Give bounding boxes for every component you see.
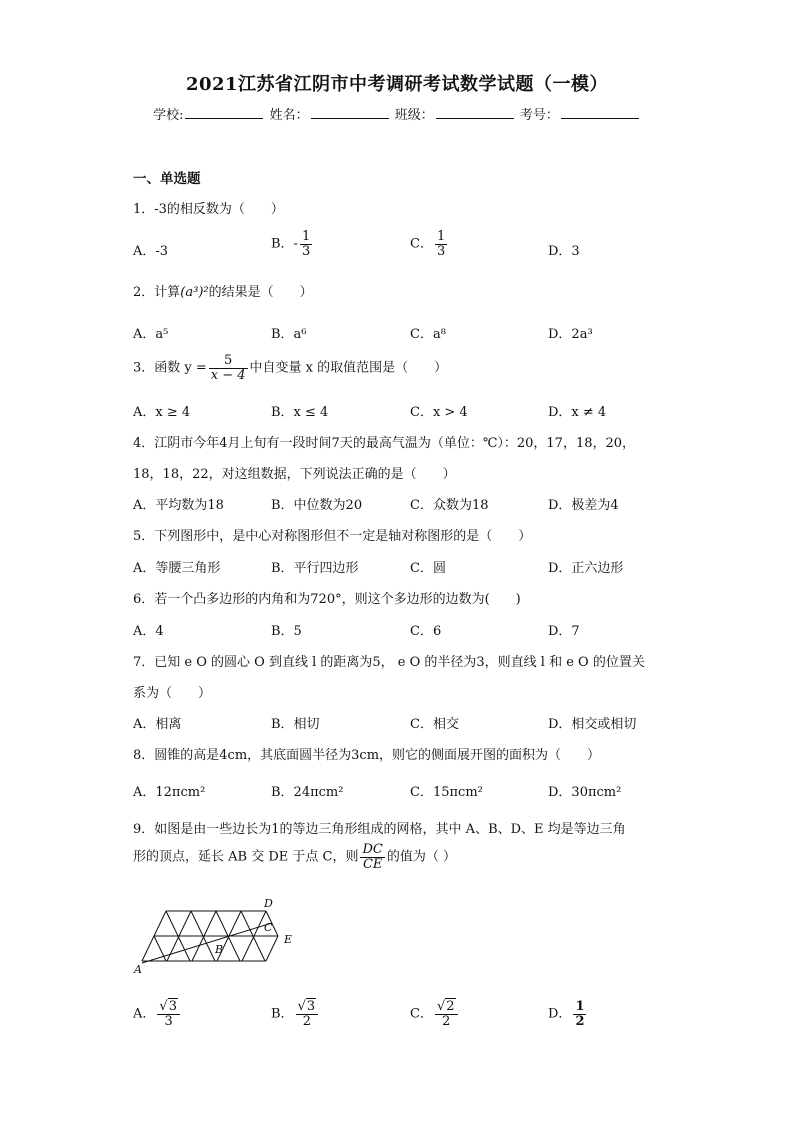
q9-c-prefix: C． <box>410 1006 433 1022</box>
q2-option-a: A．a⁵ <box>133 327 169 342</box>
q9-a-den: 3 <box>164 1013 173 1029</box>
q6-option-a: A．4 <box>133 624 164 639</box>
question-4-line-1: 4．江阴市今年4月上旬有一段时间7天的最高气温为（单位：℃）：20，17，18，20， <box>133 436 636 451</box>
q7-option-d: D．相交或相切 <box>548 717 637 732</box>
q9-d-num: 1 <box>575 999 585 1014</box>
q3-option-c: C．x > 4 <box>410 405 468 420</box>
q6-option-b: B．5 <box>271 624 302 639</box>
q9-line2-pre: 形的顶点，延长 AB 交 DE 于点 C，则 <box>133 849 359 865</box>
class-label: 班级： <box>394 108 434 123</box>
triangle-grid-figure <box>130 893 310 978</box>
q1-b-den: 3 <box>301 243 311 259</box>
q9-a-fraction: $\frac{√3}{3}$ <box>157 1000 180 1028</box>
q2-option-d: D．2a³ <box>548 327 593 342</box>
q7-option-a: A．相离 <box>133 717 182 732</box>
q9-option-d <box>548 1000 588 1028</box>
name-label: 姓名： <box>269 108 309 123</box>
q9-den: CE <box>362 856 383 872</box>
q7-option-c: C．相交 <box>410 717 459 732</box>
q9-a-radicand: 3 <box>168 999 177 1014</box>
q7-option-b: B．相切 <box>271 717 320 732</box>
point-label-e: E <box>284 933 293 946</box>
point-label-b: B <box>215 943 224 956</box>
question-3-stem <box>133 354 447 382</box>
q3-option-b: B．x ≤ 4 <box>271 405 329 420</box>
question-2-stem <box>133 281 313 300</box>
q9-d-fraction <box>573 1000 586 1028</box>
q9-d-den: 2 <box>575 1013 585 1029</box>
name-blank[interactable] <box>311 106 389 119</box>
q9-b-prefix: B． <box>271 1006 294 1022</box>
page-title: 2021江苏省江阴市中考调研考试数学试题（一模） <box>185 74 609 95</box>
class-blank[interactable] <box>436 106 514 119</box>
question-9-line-1: 9．如图是由一些边长为1的等边三角形组成的网格，其中 A、B、D、E 均是等边三角 <box>133 822 626 837</box>
q3-option-d: D．x ≠ 4 <box>548 405 607 420</box>
q1-option-c <box>410 230 449 258</box>
q2-stem-expr: (a³)² <box>180 285 209 300</box>
q3-den: x − 4 <box>210 367 246 383</box>
q5-option-d: D．正六边形 <box>548 561 624 576</box>
q9-a-prefix: A． <box>133 1006 156 1022</box>
q4-option-a: A．平均数为18 <box>133 498 224 513</box>
q1-c-num: 1 <box>436 229 446 244</box>
q1-option-b <box>271 230 314 258</box>
q9-d-prefix: D． <box>548 1006 572 1022</box>
question-4-line-2: 18，18，22，对这组数据，下列说法正确的是（ ） <box>133 467 456 482</box>
q3-stem-post: 中自变量 x 的取值范围是（ ） <box>249 360 448 376</box>
grid-lines <box>142 911 278 963</box>
q4-option-d: D．极差为4 <box>548 498 619 513</box>
q2-option-b: B．a⁶ <box>271 327 307 342</box>
exam-no-blank[interactable] <box>561 106 639 119</box>
q3-num: 5 <box>209 354 248 369</box>
point-label-d: D <box>264 897 273 910</box>
q9-fraction <box>360 843 384 871</box>
q6-option-d: D．7 <box>548 624 580 639</box>
q1-b-fraction <box>300 230 312 258</box>
question-5-stem: 5．下列图形中，是中心对称图形但不一定是轴对称图形的是（ ） <box>133 529 532 544</box>
q8-option-c: C．15πcm² <box>410 785 483 800</box>
school-blank[interactable] <box>185 106 263 119</box>
point-label-a: A <box>134 963 142 976</box>
section-heading: 一、单选题 <box>133 171 201 187</box>
q2-stem-post: 的结果是（ ） <box>208 285 313 300</box>
q4-option-b: B．中位数为20 <box>271 498 363 513</box>
point-label-c: C <box>264 921 273 934</box>
question-7-line-2: 系为（ ） <box>133 686 212 701</box>
q9-b-den: 2 <box>302 1013 311 1029</box>
q9-c-den: 2 <box>442 1013 451 1029</box>
q9-option-a <box>133 1000 182 1028</box>
q1-b-prefix: B．- <box>271 236 298 252</box>
q1-b-num: 1 <box>301 229 311 244</box>
question-1-stem: 1．-3的相反数为（ ） <box>133 202 284 217</box>
q5-option-b: B．平行四边形 <box>271 561 359 576</box>
q1-option-d: D．3 <box>548 244 580 259</box>
q1-c-den: 3 <box>436 243 446 259</box>
exam-no-label: 考号： <box>519 108 559 123</box>
question-9-line-2 <box>133 843 456 871</box>
q1-option-a: A．-3 <box>133 244 169 259</box>
q9-b-radicand: 3 <box>306 999 316 1014</box>
q5-option-c: C．圆 <box>410 561 446 576</box>
question-7-line-1: 7．已知 e O 的圆心 O 到直线 l 的距离为5， e O 的半径为3，则直线 l 和 e O 的位置关 <box>133 655 645 670</box>
q9-c-fraction: $\frac{√2}{2}$ <box>435 1000 458 1028</box>
q8-option-d: D．30πcm² <box>548 785 622 800</box>
q9-option-b <box>271 1000 320 1028</box>
q9-c-radicand: 2 <box>446 999 455 1014</box>
q8-option-a: A．12πcm² <box>133 785 206 800</box>
q8-option-b: B．24πcm² <box>271 785 344 800</box>
q9-option-c <box>410 1000 460 1028</box>
q6-option-c: C．6 <box>410 624 442 639</box>
q4-option-c: C．众数为18 <box>410 498 489 513</box>
q9-num: DC <box>362 842 383 857</box>
q9-b-fraction: $\frac{√3}{2}$ <box>296 1000 319 1028</box>
q2-option-c: C．a⁸ <box>410 327 446 342</box>
q3-option-a: A．x ≥ 4 <box>133 405 191 420</box>
question-8-stem: 8．圆锥的高是4cm，其底面圆半径为3cm，则它的侧面展开图的面积为（ ） <box>133 748 601 763</box>
q1-c-prefix: C． <box>410 236 433 252</box>
school-label: 学校: <box>153 108 184 123</box>
student-info-line <box>0 104 794 123</box>
q3-stem-pre: 3．函数 y = <box>133 360 207 376</box>
q3-fraction <box>209 354 248 382</box>
q2-stem-pre: 2．计算 <box>133 285 181 300</box>
question-6-stem: 6．若一个凸多边形的内角和为720°，则这个多边形的边数为( ) <box>133 592 521 607</box>
q5-option-a: A．等腰三角形 <box>133 561 221 576</box>
q9-line2-post: 的值为（ ） <box>386 849 456 865</box>
q1-c-fraction <box>435 230 447 258</box>
